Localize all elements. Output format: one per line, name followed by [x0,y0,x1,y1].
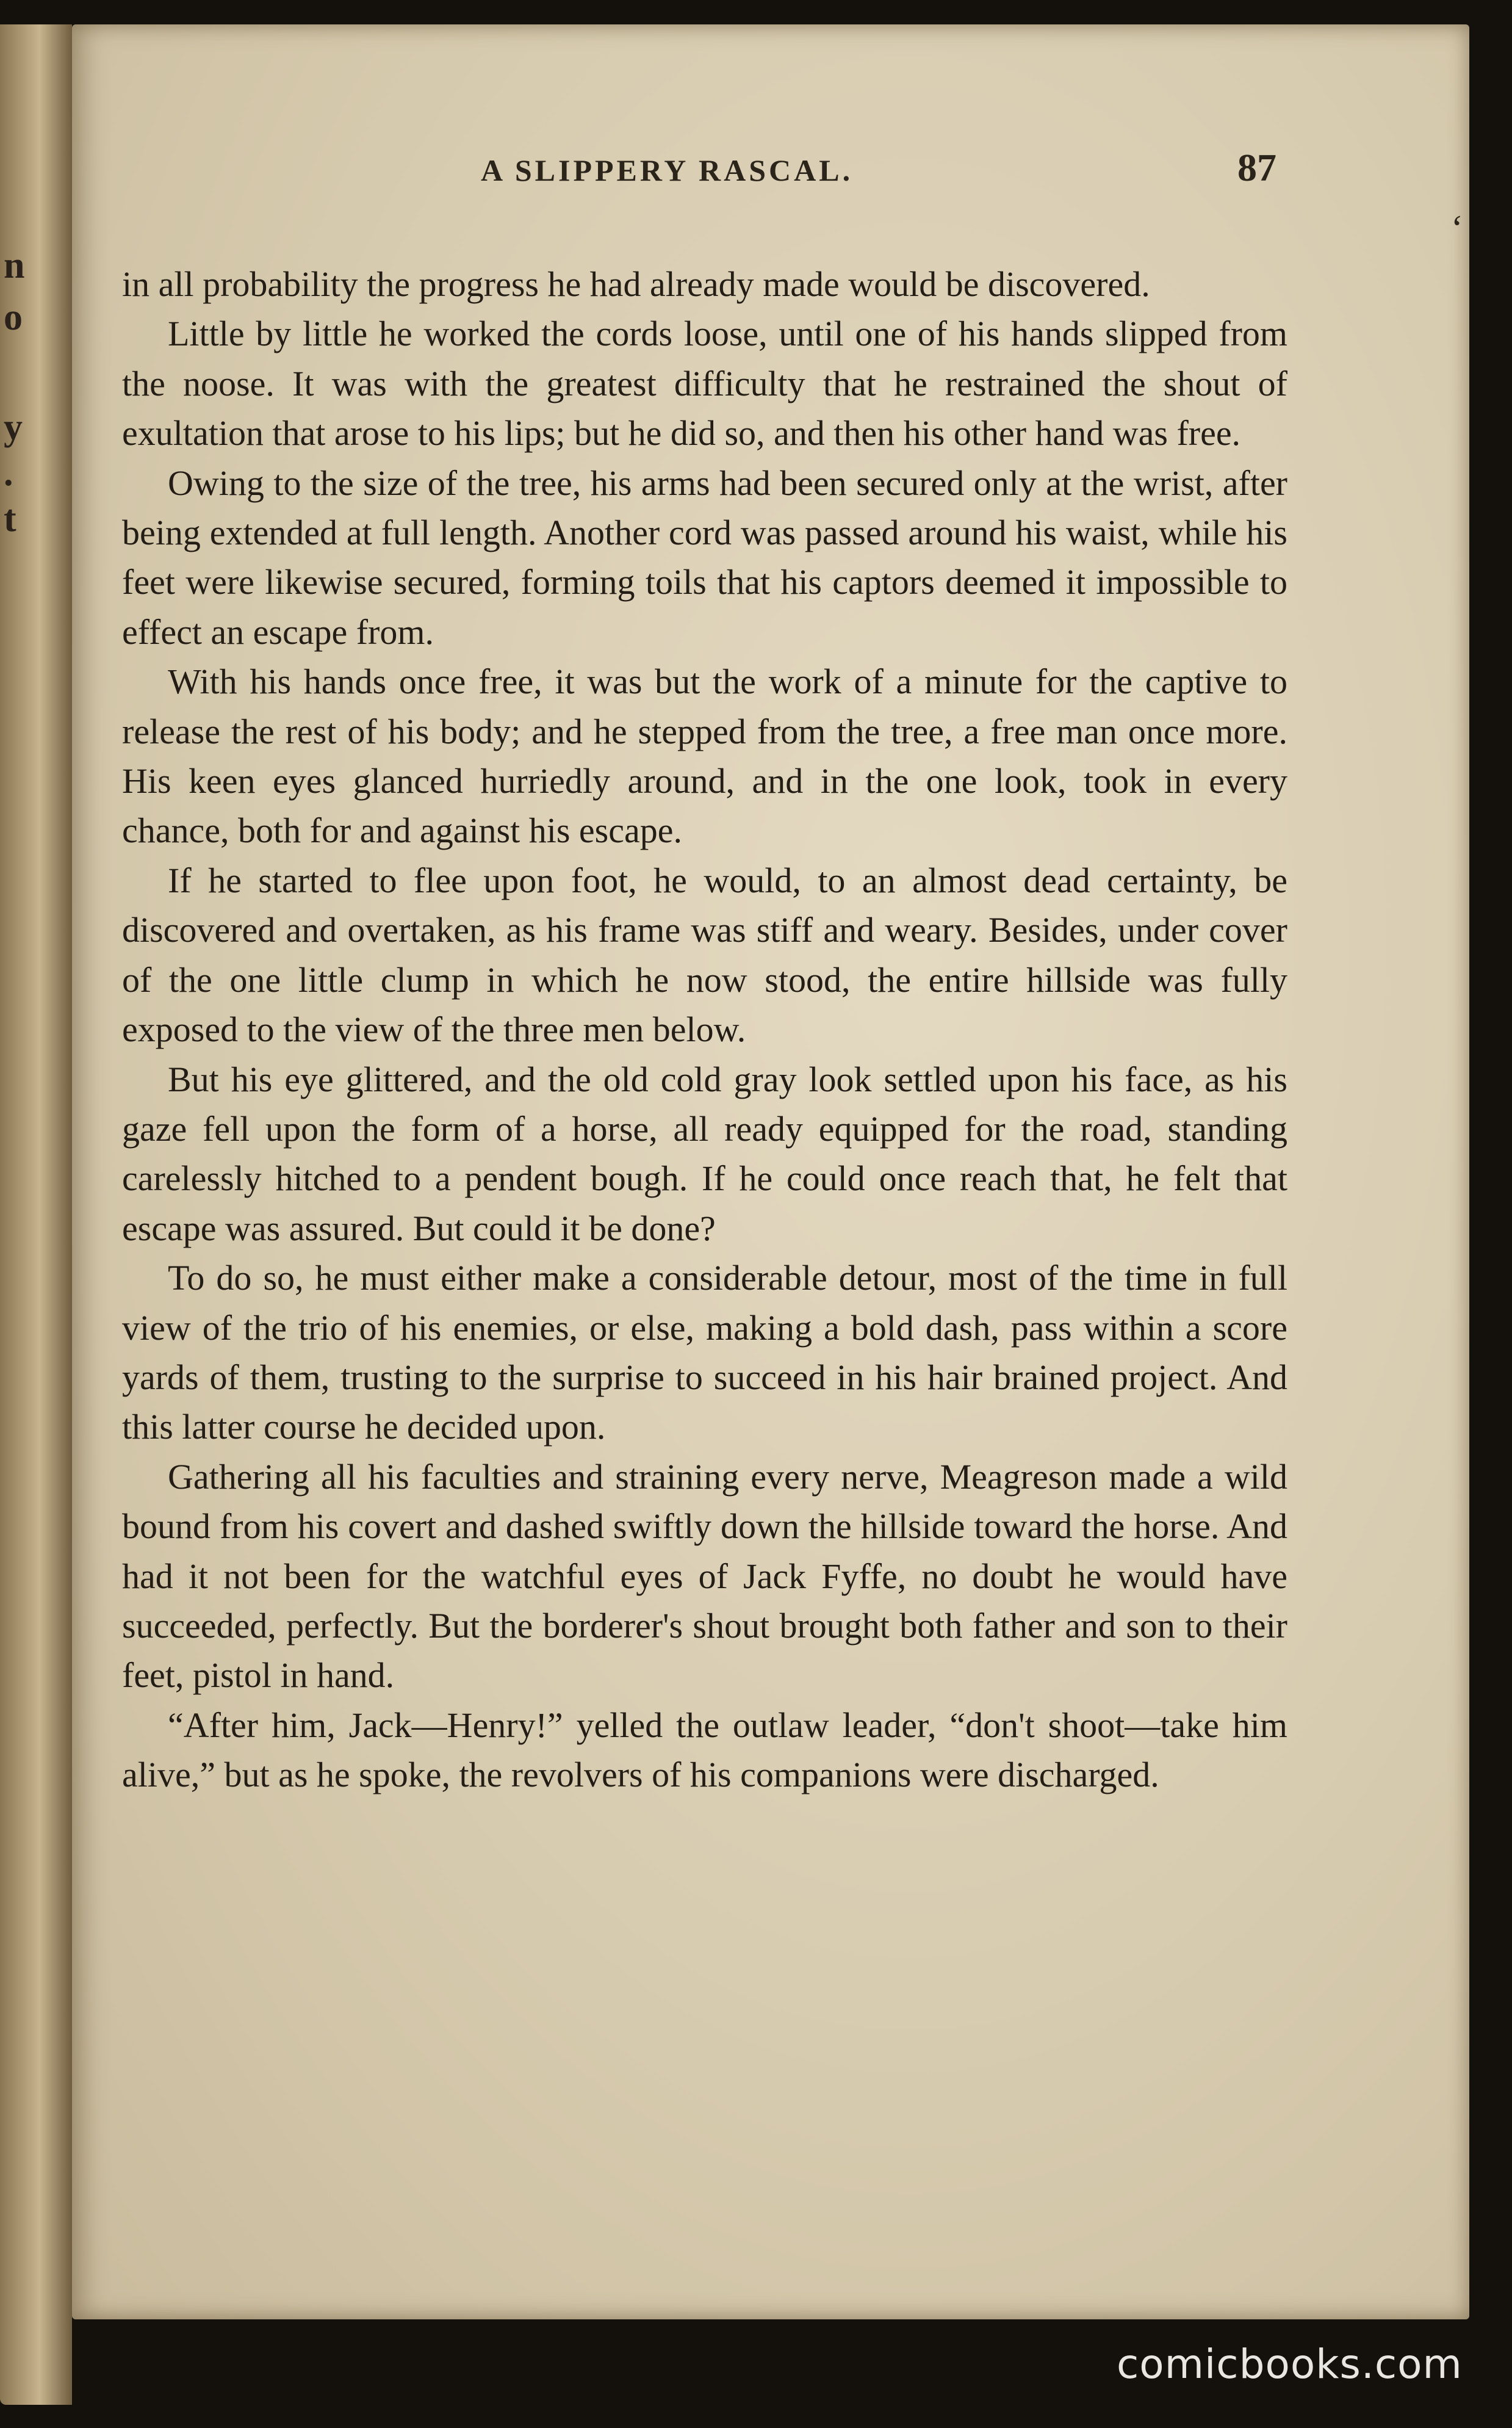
running-head: A SLIPPERY RASCAL. [481,153,854,187]
page-header [72,140,1469,195]
paragraph: If he started to flee upon foot, he would, to an almost dead certainty, be discovered and overtaken, as his frame was stiff and weary. Besides, under cover of the one little clump in which he now stood, the entire hillside was fully exposed to the view of the three men below. [122,860,1287,1050]
page-number: 87 [1237,146,1276,189]
margin-fragment: . [4,452,13,494]
paragraph: With his hands once free, it was but the work of a minute for the captive to release the rest of his body; and he stepped from the tree, a free man once more. His keen eyes glanced hurriedly around, and in the one look, took in every chance, both for and against his escape. [122,662,1287,851]
paragraph: “After him, Jack—Henry!” yelled the outlaw leader, “don't shoot—take him alive,” but as he spoke, the revolvers of his companions were discharged. [122,1705,1287,1795]
paragraph: Gathering all his faculties and straining every nerve, Meagreson made a wild bound from his covert and dashed swiftly down the hillside toward the horse. And had it not been for the watchful eyes of Jack Fyffe, no doubt he would have succeeded, perfectly. But the borderer's shout brought both father and son to their feet, pistol in hand. [122,1456,1287,1696]
paragraph: To do so, he must either make a considerable detour, most of the time in full view of the trio of his enemies, or else, making a bold dash, pass within a score yards of them, trusting to the surprise to succeed in his hair brained project. And this latter course he decided upon. [122,1258,1287,1447]
margin-fragment: t [4,498,16,540]
margin-fragment: y [4,406,23,448]
book-page [72,24,1469,2319]
margin-fragment: o [4,297,23,338]
body-text [122,259,1287,1800]
margin-fragment: n [4,245,25,286]
paragraph: But his eye glittered, and the old cold gray look settled upon his face, as his gaze fell upon the form of a horse, all ready equipped for the road, standing carelessly hitched to a pendent bough. If he could once reach that, he felt that escape was assured. But could it be done? [122,1059,1287,1248]
paragraph: Owing to the size of the tree, his arms had been secured only at the wrist, after being extended at full length. Another cord was passed around his waist, while his feet were likewise secured, forming toils that his captors deemed it impossible to effect an escape from. [122,463,1287,652]
previous-page-edge [0,24,72,2405]
watermark: comicbooks.com [1117,2341,1463,2388]
paragraph: in all probability the progress he had already made would be discovered. [122,264,1150,304]
paragraph: Little by little he worked the cords loose, until one of his hands slipped from the noose. It was with the greatest difficulty that he restrained the shout of exultation that arose to his lips; but he did so, and then his other hand was free. [122,314,1287,453]
edge-mark: ‘ [1451,208,1463,248]
